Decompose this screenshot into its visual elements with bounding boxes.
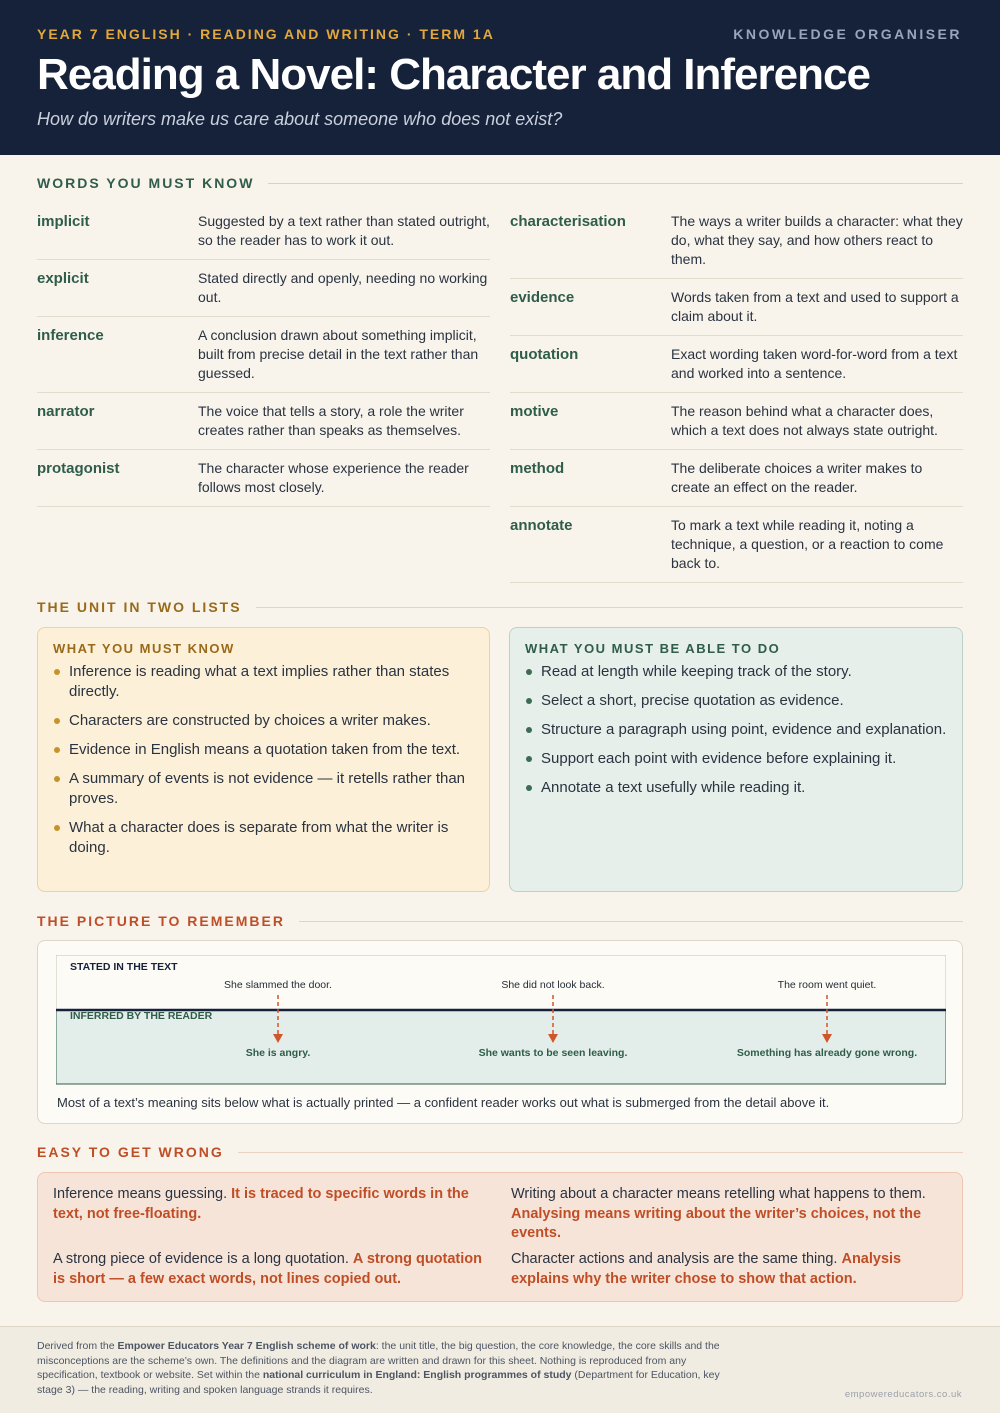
misconception-item [511, 1250, 951, 1289]
vocab-definition: Stated directly and openly, needing no working out. [198, 270, 488, 305]
must-do-list [525, 662, 947, 798]
vocab-row [37, 203, 490, 260]
vocab-list-left [37, 203, 490, 507]
diagram-caption: Most of a text’s meaning sits below what is actually printed — a confident reader works out what is submerged from the detail above it. [57, 1095, 830, 1110]
vocab-term: protagonist [37, 460, 120, 477]
wrong-section-heading: EASY TO GET WRONG [37, 1144, 963, 1160]
must-know-box [37, 627, 490, 892]
vocab-definition: The reason behind what a character does, which a text does not always state outright. [671, 403, 938, 438]
site-url: empowereducators.co.uk [844, 1389, 962, 1400]
inferred-line: She wants to be seen leaving. [478, 1047, 628, 1059]
stated-line: The room went quiet. [777, 979, 877, 991]
misconception-text: Character actions and analysis are the same thing. [511, 1251, 838, 1267]
inferred-line: She is angry. [245, 1047, 311, 1059]
misconception-item [53, 1250, 483, 1289]
subject-line: YEAR 7 ENGLISH · READING AND WRITING · TERM 1A [37, 26, 495, 42]
list-item: Read at length while keeping track of the story. [525, 662, 947, 682]
stated-line: She did not look back. [501, 979, 605, 991]
vocab-term: method [510, 460, 565, 477]
misconception-text: Writing about a character means retelling what happens to them. [511, 1186, 926, 1202]
vocab-row [37, 450, 490, 507]
vocab-definition: To mark a text while reading it, noting a technique, a question, or a reaction to come back to. [671, 517, 944, 571]
vocab-row [37, 393, 490, 450]
list-item: Evidence in English means a quotation taken from the text. [53, 740, 474, 760]
correction-text: A strong quotation is short — a few exact words, not lines copied out. [53, 1251, 483, 1287]
misconception-item [511, 1185, 951, 1244]
list-item: Annotate a text usefully while reading it. [525, 778, 947, 798]
vocab-definition: The ways a writer builds a character: what they do, what they say, and how others react to them. [671, 213, 963, 267]
vocab-term: narrator [37, 403, 95, 420]
misconception-text: A strong piece of evidence is a long quotation. [53, 1251, 349, 1267]
correction-text: It is traced to specific words in the text, not free-floating. [53, 1186, 469, 1222]
vocab-list-right [510, 203, 963, 583]
inferred-line: Something has already gone wrong. [736, 1047, 918, 1059]
vocab-row [37, 317, 490, 393]
list-item: A summary of events is not evidence — it retells rather than proves. [53, 769, 474, 809]
lists-section-heading: THE UNIT IN TWO LISTS [37, 599, 963, 615]
picture-panel [37, 940, 963, 1124]
correction-text: Analysis explains why the writer chose to show that action. [511, 1251, 902, 1287]
list-item: Characters are constructed by choices a writer makes. [53, 711, 474, 731]
header [0, 0, 1000, 155]
vocab-row [510, 279, 963, 336]
stated-label: STATED IN THE TEXT [70, 961, 178, 973]
vocab-row [37, 260, 490, 317]
must-know-list [53, 662, 474, 858]
misconception-item [53, 1185, 483, 1224]
curriculum-name: national curriculum in England: English programmes of study [262, 1369, 572, 1381]
vocab-term: quotation [510, 346, 579, 363]
source-note: Derived from the Empower Educators Year 7 English scheme of work: the unit title, the big question, the core knowledge, the core skills and the misconceptions are the scheme’s own. The definitions and the diagram are written and drawn for this sheet. Nothing is reproduced from any specification, textbook or website. Set within the national curriculum in England: English programmes of study (Department for Education, key stage 3) — the reading, writing and spoken language strands it requires. [37, 1340, 720, 1396]
must-do-title: WHAT YOU MUST BE ABLE TO DO [525, 641, 781, 656]
page-title: Reading a Novel: Character and Inference [37, 50, 870, 99]
vocab-term: motive [510, 403, 559, 420]
vocab-definition: Words taken from a text and used to support a claim about it. [671, 289, 959, 324]
vocab-row [510, 336, 963, 393]
vocab-definition: A conclusion drawn about something implicit, built from precise detail in the text rather than guessed. [198, 327, 479, 381]
misconceptions-box [37, 1172, 963, 1302]
vocab-definition: The voice that tells a story, a role the writer creates rather than speaks as themselves. [198, 403, 464, 438]
picture-section-heading: THE PICTURE TO REMEMBER [37, 913, 963, 929]
vocab-definition: The deliberate choices a writer makes to create an effect on the reader. [671, 460, 923, 495]
vocab-term: explicit [37, 270, 89, 287]
vocab-definition: Suggested by a text rather than stated outright, so the reader has to work it out. [198, 213, 490, 248]
vocab-term: implicit [37, 213, 90, 230]
list-item: Structure a paragraph using point, evidence and explanation. [525, 720, 947, 740]
list-item: Inference is reading what a text implies rather than states directly. [53, 662, 474, 702]
list-item: What a character does is separate from what the writer is doing. [53, 818, 474, 858]
vocab-section-heading: WORDS YOU MUST KNOW [37, 175, 963, 191]
vocab-term: characterisation [510, 213, 626, 230]
misconception-text: Inference means guessing. [53, 1186, 228, 1202]
inferred-label: INFERRED BY THE READER [70, 1010, 213, 1022]
big-question: How do writers make us care about someone who does not exist? [37, 109, 563, 129]
list-item: Select a short, precise quotation as evidence. [525, 691, 947, 711]
vocab-definition: The character whose experience the reader follows most closely. [198, 460, 469, 495]
vocab-term: annotate [510, 517, 573, 534]
must-know-title: WHAT YOU MUST KNOW [53, 641, 235, 656]
correction-text: Analysing means writing about the writer’s choices, not the events. [511, 1205, 922, 1241]
stated-line: She slammed the door. [224, 979, 332, 991]
vocab-row [510, 450, 963, 507]
iceberg-diagram [56, 955, 946, 1085]
vocab-row [510, 203, 963, 279]
vocab-row [510, 393, 963, 450]
list-item: Support each point with evidence before explaining it. [525, 749, 947, 769]
vocab-definition: Exact wording taken word-for-word from a text and worked into a sentence. [671, 346, 958, 381]
scheme-name: Empower Educators Year 7 English scheme of work [117, 1340, 376, 1352]
vocab-term: inference [37, 327, 104, 344]
footer [0, 1326, 1000, 1413]
document-kind: KNOWLEDGE ORGANISER [733, 26, 962, 42]
must-do-box [509, 627, 963, 892]
vocab-row [510, 507, 963, 583]
vocab-term: evidence [510, 289, 575, 306]
